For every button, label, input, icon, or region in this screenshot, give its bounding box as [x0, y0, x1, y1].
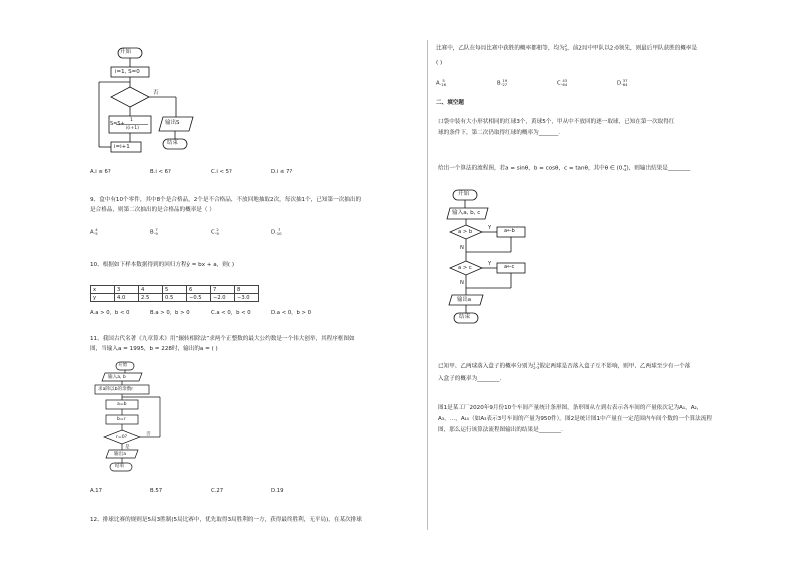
table-cell: −0.5 — [187, 294, 211, 302]
q9-option-a[interactable]: A.4 5 — [90, 227, 98, 236]
table-cell: 6 — [187, 286, 211, 294]
fc3-output: 输出a — [457, 297, 472, 303]
q12-bracket: ( ) — [436, 60, 443, 66]
q15-line1: 已知甲、乙两球落入盒子的概率分别为1 2,1 3假定两球是否落入盒子互不影响，则甲、乙两球至少有一个落 — [438, 361, 691, 370]
q9-option-c[interactable]: C.2 9 — [211, 227, 219, 236]
table-cell: 3 — [115, 286, 139, 294]
q8-option-a[interactable]: A.i ≤ 6? — [90, 169, 111, 175]
table-cell: 5 — [163, 286, 187, 294]
q11-option-b[interactable]: B.57 — [150, 488, 163, 494]
q8-option-d[interactable]: D.i ≤ 7? — [271, 169, 293, 175]
q12-option-c[interactable]: C.43 64 — [557, 78, 568, 87]
q11-option-d[interactable]: D.19 — [271, 488, 284, 494]
q10-text: 10、根据如下样本数据得到的回归方程ŷ = bx + a，则( ) — [90, 262, 235, 268]
table-cell: 7 — [211, 286, 235, 294]
q10-sample-table — [90, 285, 259, 302]
q16-line1: 图1是某工厂2020年9月份10个车间产量统计条形图，条形图从左到右表示各车间的产量依次记为A₁，A₂， — [438, 405, 703, 411]
table-cell: −3.0 — [235, 294, 259, 302]
section-title-fill-in: 二、填空题 — [436, 100, 464, 106]
fc3-start: 开始 — [458, 191, 470, 197]
q12-continuation: 比赛中，乙队在每局比赛中获胜的概率都相等，均为2 3，前2局中甲队以2:0领先，则最后甲队获胜的概率是 — [436, 43, 698, 52]
fc1-end: 结束 — [167, 140, 179, 146]
q12-option-b[interactable]: B.19 27 — [497, 78, 508, 87]
q10-option-d[interactable]: D.a < 0，b > 0 — [271, 310, 312, 316]
fc3-no2: N — [460, 280, 464, 286]
q11-option-c[interactable]: C.27 — [211, 488, 224, 494]
q10-option-c[interactable]: C.a < 0，b < 0 — [211, 310, 251, 316]
q11-line2: 图，当输入a = 1995，b = 228时，输出的a = ( ) — [90, 346, 218, 352]
table-cell: 8 — [235, 286, 259, 294]
table-row-y — [91, 294, 259, 302]
table-cell: 2.5 — [139, 294, 163, 302]
fc2-step2: a=b — [117, 402, 127, 407]
column-divider — [427, 40, 428, 530]
fc1-init: i=1, S=0 — [115, 69, 140, 75]
table-cell: 4.0 — [115, 294, 139, 302]
q13-line1: 口袋中装有大小形状相同的红球3个，黄球5个，甲从中不放回的逐一取球，已知在第一次取得红 — [438, 119, 675, 125]
fc3-assign2: a←c — [504, 264, 515, 270]
fc2-output: 输出a — [114, 452, 127, 457]
q8-option-c[interactable]: C.i < 5? — [211, 169, 232, 175]
q13-line2: 球的条件下，第二次仍取得红球的概率为_______. — [438, 130, 561, 136]
fc2-cond: r=0? — [116, 435, 128, 440]
q8-option-b[interactable]: B.i < 6? — [150, 169, 171, 175]
fc2-step1: 求a除以b的余数r — [98, 387, 134, 392]
q12-line1: 12、排球比赛的规则是5局3胜制(5局比赛中，优先取得3局胜利的一方，获得最终胜利，无平局)，在某次排球 — [90, 517, 362, 523]
fc1-output: 输出S — [165, 120, 180, 126]
q16-line2: A₃，…，A₁₀（如A₃表示3号车间的产量为950件）。图2是统计图1中产量在一定范围内车间个数的一个算法流程 — [438, 416, 712, 422]
fc2-end: 结束 — [115, 464, 125, 469]
table-cell: 4 — [139, 286, 163, 294]
flowchart-q11 — [90, 360, 170, 482]
q11-option-a[interactable]: A.17 — [90, 488, 102, 494]
table-cell: x — [91, 286, 115, 294]
fc3-yes1: Y — [488, 225, 492, 231]
fc2-input: 输入a, b — [108, 375, 126, 380]
fc2-no: 否 — [146, 432, 151, 437]
q12-option-a[interactable]: A.5 16 — [436, 78, 447, 87]
q9-line2: 是合格品，则第二次抽出的是合格品的概率是（ ） — [90, 207, 215, 213]
fc3-yes2: Y — [488, 261, 492, 267]
q9-line1: 9、盒中有10个零件，其中8个是合格品，2个是不合格品，不放回地抽取2次，每次抽1个，已知第一次抽出的 — [90, 197, 362, 203]
table-row-x — [91, 286, 259, 294]
flowchart-q8 — [93, 45, 208, 160]
table-cell: y — [91, 294, 115, 302]
q10-option-a[interactable]: A.a > 0，b < 0 — [90, 310, 130, 316]
fc2-start: 开始 — [118, 363, 128, 368]
table-cell: −2.0 — [211, 294, 235, 302]
fc1-start: 开始 — [120, 49, 132, 55]
fc1-assign: S=S+ — [110, 121, 125, 127]
fc2-yes: 是 — [125, 445, 130, 450]
fc3-input: 输入a, b, c — [452, 210, 481, 216]
fc1-frac-num: 1 — [130, 118, 133, 123]
fc3-assign1: a←b — [504, 228, 515, 234]
fc1-frac-den: i(i+1) — [126, 126, 139, 131]
table-cell: 0.5 — [163, 294, 187, 302]
fc2-step3: b=r — [117, 417, 126, 422]
q16-line3: 图，那么运行该算法流程图输出的结果是________. — [438, 427, 563, 433]
q9-option-b[interactable]: B.7 9 — [150, 227, 158, 236]
q9-option-d[interactable]: D.7 10 — [271, 227, 282, 236]
fc3-cond1: a > b — [458, 229, 473, 235]
fc3-no1: N — [460, 245, 464, 251]
fc3-end: 结束 — [459, 314, 471, 320]
q11-line1: 11、我国古代名著《九章算术》用“辗转相除法”求两个正整数的最大公约数是一个伟大创举，其程序框图如 — [90, 336, 355, 342]
q10-option-b[interactable]: B.a > 0，b > 0 — [150, 310, 190, 316]
flowchart-q14 — [436, 188, 531, 328]
fc3-cond2: a > c — [458, 265, 472, 271]
fc1-no-label: 否 — [153, 90, 159, 96]
q12-option-d[interactable]: D.37 64 — [617, 78, 628, 87]
q15-line2: 入盒子的概率为________. — [438, 376, 502, 382]
q14-line1: 给出一个算法的流程图，若a = sinθ，b = cosθ，c = tanθ，其中θ ∈ (0,π 4)，则输出结果是________ — [438, 163, 691, 172]
fc1-incr: i=i+1 — [114, 144, 130, 150]
